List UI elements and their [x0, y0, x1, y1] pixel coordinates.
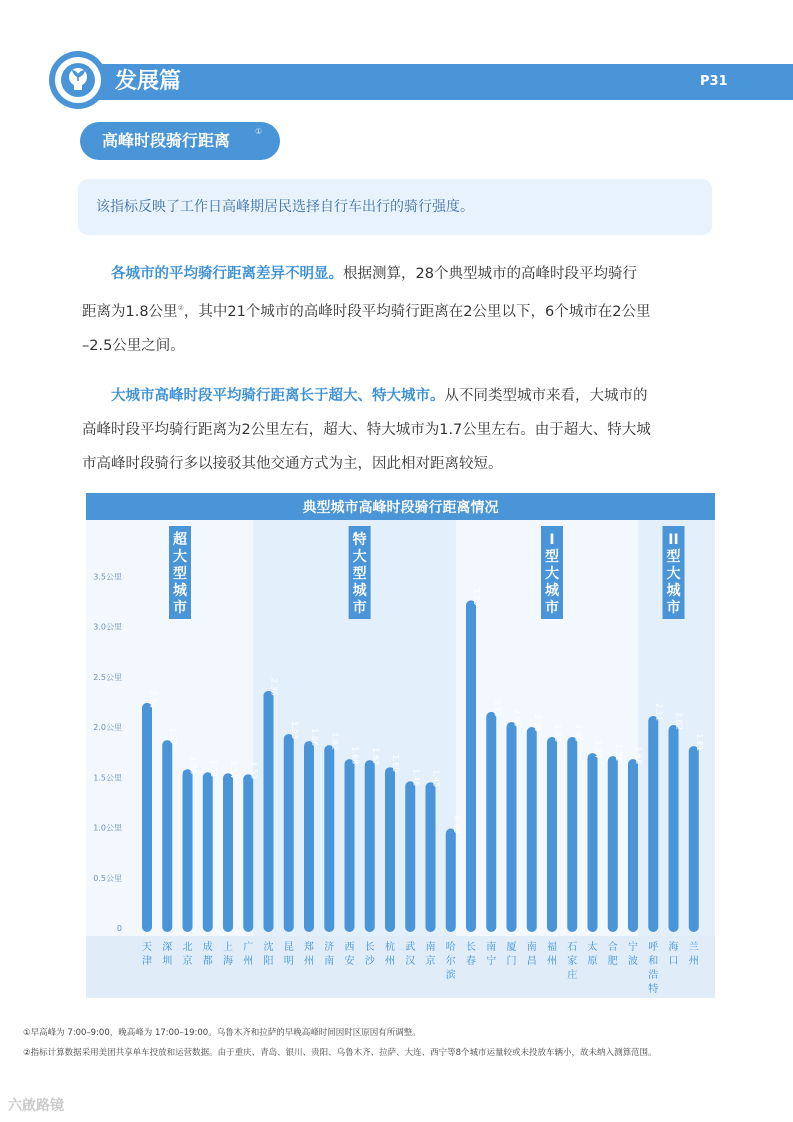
category-label: 武汉 — [405, 942, 416, 967]
paragraph-city-types — [82, 379, 714, 481]
bar-value-label: 1.55 — [208, 759, 218, 778]
section-title: 高峰时段骑行距离 — [102, 131, 231, 150]
category-label: 哈尔滨 — [445, 942, 456, 981]
y-tick-label: 3.5公里 — [93, 572, 122, 582]
group-label: 特大型城市 — [352, 532, 367, 616]
bar-value-label: 1.58 — [188, 756, 198, 775]
bar-value-label: 1.82 — [330, 732, 340, 751]
paragraph1-text-a: 根据测算，28个典型城市的高峰时段平均骑行 — [343, 266, 637, 282]
bar-value-label: 1.53 — [249, 761, 259, 780]
page-number: P31 — [700, 74, 728, 89]
category-label: 南京 — [425, 942, 436, 967]
bar-value-label: 1.87 — [168, 727, 178, 746]
paragraph2-text-b: 高峰时段平均骑行距离为2公里左右，超大、特大城市为1.7公里左右。由于超大、特大城 — [82, 422, 651, 438]
bar-value-label: 3.26 — [472, 587, 481, 606]
bar — [648, 716, 658, 932]
paragraph1-lead: 各城市的平均骑行距离差异不明显。 — [111, 266, 343, 282]
watermark-logo — [8, 1095, 64, 1115]
commute-distance-chart — [86, 493, 715, 998]
watermark-text: 六啟路镜 — [8, 1098, 64, 1114]
bar — [689, 746, 699, 932]
category-label: 郑州 — [304, 942, 314, 967]
category-label: 成都 — [202, 942, 213, 967]
category-label: 广州 — [243, 942, 254, 967]
paragraph1-text-d: –2.5公里之间。 — [82, 337, 185, 354]
bar-value-label: 1.67 — [370, 747, 380, 766]
bar — [446, 829, 456, 932]
bar-value-label: 2.24 — [148, 690, 157, 708]
bar-value-label: 1.60 — [391, 754, 400, 773]
bar-value-label: 1.68 — [634, 746, 643, 765]
y-tick-label: 2.5公里 — [93, 672, 122, 682]
bar-value-label: 1.93 — [289, 721, 299, 740]
bar — [183, 769, 193, 932]
category-label: 深圳 — [162, 942, 173, 967]
category-strip — [86, 936, 715, 998]
bar-value-label: 1.68 — [350, 746, 360, 765]
category-label: 兰州 — [688, 942, 699, 967]
bar-value-label: 0.99 — [451, 815, 461, 834]
category-label: 福州 — [547, 942, 557, 967]
category-label: 上海 — [223, 942, 233, 967]
bar — [588, 753, 598, 932]
bar — [527, 727, 537, 932]
bar — [324, 745, 334, 932]
bar — [547, 737, 557, 932]
bar-value-label: 1.90 — [553, 724, 562, 743]
bar — [304, 741, 314, 932]
bar-value-label: 2.05 — [512, 709, 522, 727]
group-label: 超大型城市 — [173, 532, 187, 616]
category-label: 厦门 — [506, 942, 517, 967]
bar-value-label: 1.74 — [593, 740, 603, 759]
paragraph2-text-a: 从不同类型城市来看，大城市的 — [444, 388, 648, 404]
bar — [264, 691, 274, 932]
category-label: 济南 — [324, 942, 335, 967]
category-label: 石家庄 — [567, 942, 578, 981]
bar-value-label: 2.15 — [492, 699, 502, 717]
bar — [466, 600, 476, 932]
bar — [345, 759, 355, 932]
y-tick-label: 3.0公里 — [93, 622, 122, 632]
footnote-1: ①早高峰为 7:00–9:00，晚高峰为 17:00–19:00。乌鲁木齐和拉萨的早晚高峰时间因时区原因有所调整。 — [23, 1028, 421, 1038]
category-label: 宁波 — [628, 942, 638, 967]
category-label: 长春 — [466, 942, 476, 967]
bar-value-label: 1.45 — [431, 769, 441, 788]
paragraph1-note: ② — [177, 304, 184, 312]
bar — [608, 756, 618, 932]
paragraph1-text-c: ，其中21个城市的高峰时段平均骑行距离在2公里以下，6个城市在2公里 — [183, 303, 651, 320]
lightbulb-sprout-icon — [65, 66, 91, 94]
group-label: I 型大城市 — [545, 532, 559, 616]
bar-value-label: 2.36 — [269, 678, 279, 696]
y-tick-label: 0.5公里 — [93, 873, 122, 883]
bar — [162, 740, 172, 932]
bar — [243, 774, 253, 932]
bar — [365, 760, 375, 932]
category-label: 南昌 — [526, 942, 537, 967]
bar — [284, 734, 294, 932]
footnote-2: ②指标计算数据采用美团共享单车投放和运营数据。由于重庆、青岛、银川、贵阳、乌鲁木齐、拉萨、大连、西宁等8个城市运量较或未投放车辆小，故未纳入测算范围。 — [23, 1048, 657, 1058]
y-tick-label: 1.0公里 — [93, 823, 122, 833]
category-label: 沈阳 — [263, 942, 274, 967]
bar-value-label: 2.02 — [674, 712, 684, 730]
paragraph-average-distance — [82, 257, 714, 363]
bar — [669, 725, 679, 932]
y-tick-label: 0 — [116, 924, 122, 933]
category-label: 合肥 — [607, 942, 618, 967]
paragraph1-text-b: 距离为1.8公里 — [82, 303, 178, 320]
section-title-note: ① — [255, 127, 263, 136]
category-label: 南宁 — [486, 942, 497, 967]
bar — [507, 722, 517, 932]
bar — [628, 759, 638, 932]
bar-value-label: 1.54 — [229, 760, 238, 779]
chart-title: 典型城市高峰时段骑行距离情况 — [302, 500, 499, 516]
paragraph2-lead: 大城市高峰时段平均骑行距离长于超大、特大城市。 — [111, 388, 445, 404]
group-label: II 型大城市 — [666, 532, 681, 616]
category-label: 昆明 — [283, 942, 294, 967]
bar — [426, 782, 436, 932]
bar-value-label: 1.90 — [573, 724, 583, 743]
bar — [223, 773, 233, 932]
bar — [142, 703, 152, 932]
category-label: 北京 — [182, 942, 193, 967]
category-label: 太原 — [587, 942, 598, 967]
bar-value-label: 1.46 — [411, 768, 421, 787]
bar — [385, 767, 395, 932]
y-tick-label: 2.0公里 — [93, 723, 122, 732]
bar — [486, 712, 496, 932]
category-label: 西安 — [344, 942, 355, 967]
y-tick-label: 1.5公里 — [93, 773, 122, 783]
bar-value-label: 2.00 — [532, 714, 542, 732]
category-label: 天津 — [142, 942, 152, 967]
section-heading: 发展篇 — [115, 69, 182, 94]
bar-value-label: 2.11 — [654, 703, 664, 721]
bar-value-label: 1.86 — [310, 728, 319, 747]
category-label: 杭州 — [385, 942, 395, 967]
bar-value-label: 1.81 — [694, 733, 704, 752]
category-label: 呼和浩特 — [648, 942, 659, 995]
bar-value-label: 1.71 — [613, 743, 623, 762]
bar — [203, 772, 213, 932]
category-label: 海口 — [668, 942, 679, 967]
paragraph2-text-c: 市高峰时段骑行多以接驳其他交通方式为主，因此相对距离较短。 — [82, 456, 503, 472]
category-label: 长沙 — [364, 942, 375, 967]
bar — [567, 737, 577, 932]
indicator-info-text: 该指标反映了工作日高峰期居民选择自行车出行的骑行强度。 — [96, 199, 474, 215]
bar — [405, 781, 415, 932]
